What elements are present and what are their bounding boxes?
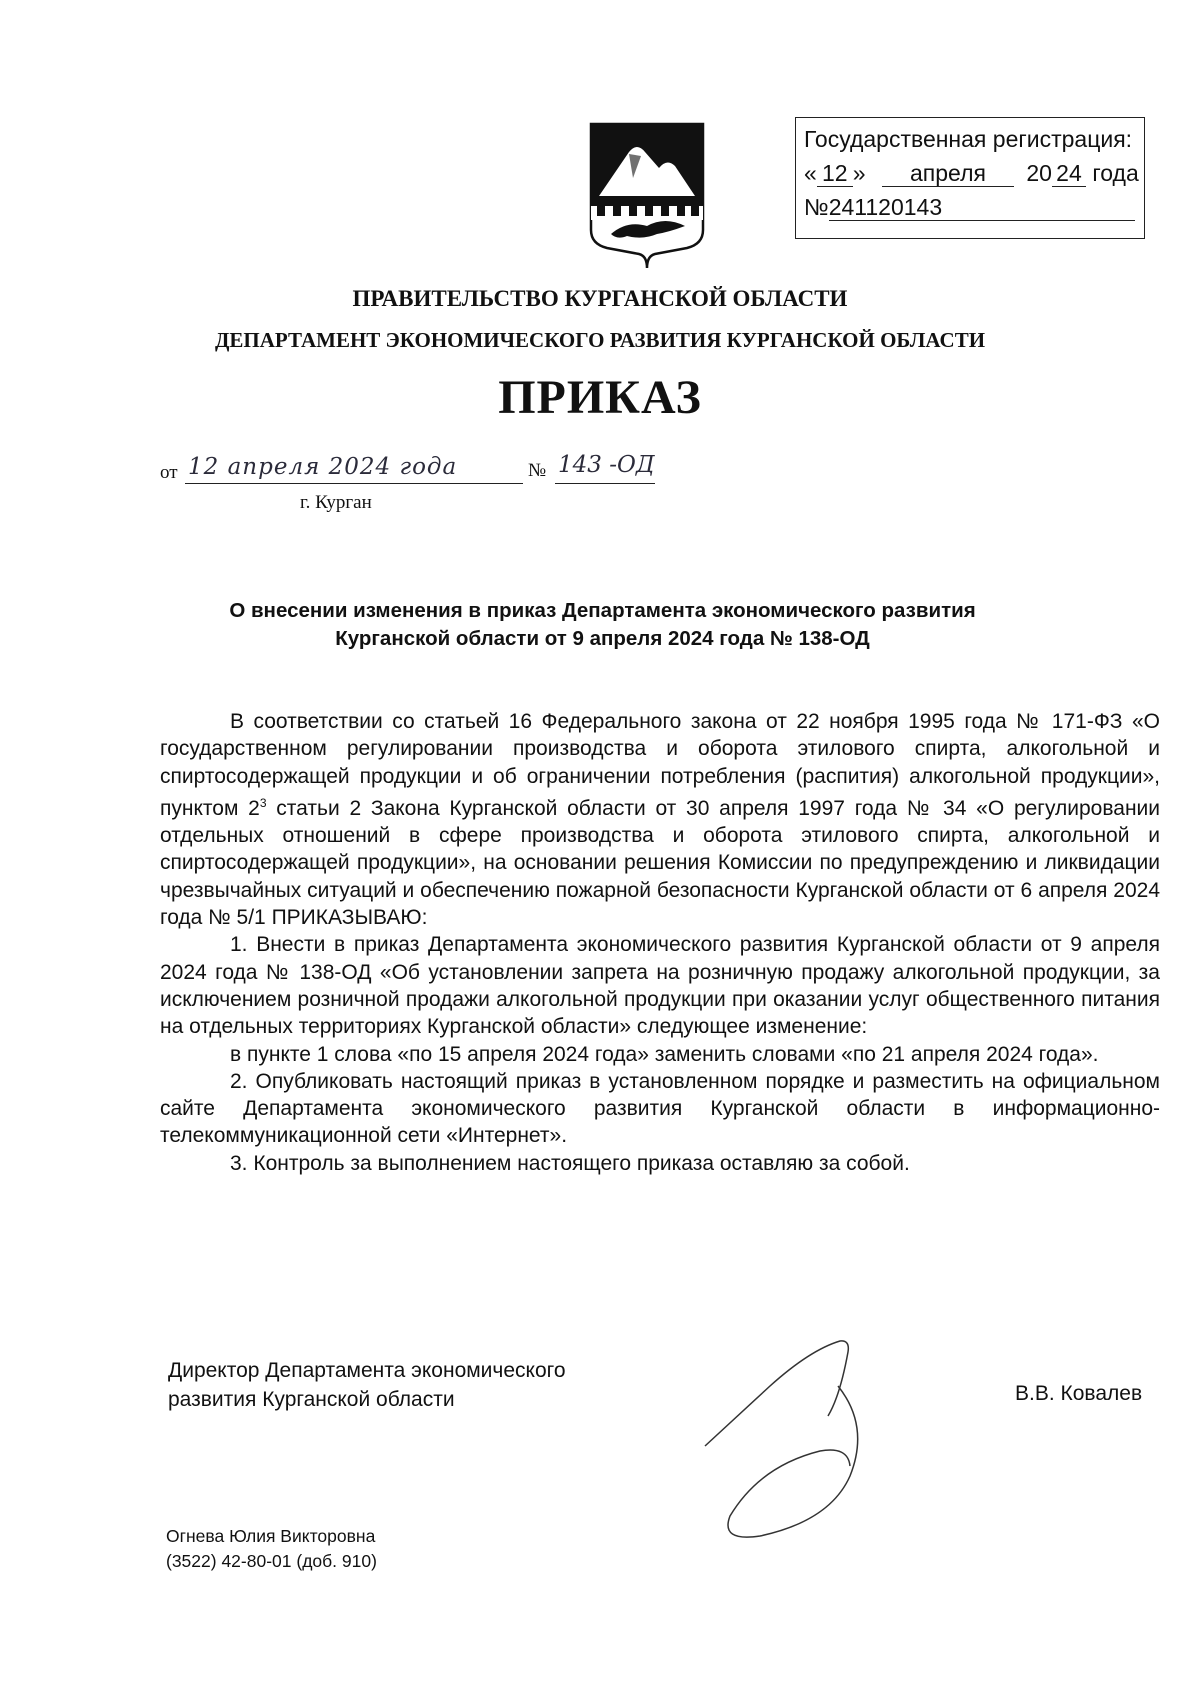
department-name: ДЕПАРТАМЕНТ ЭКОНОМИЧЕСКОГО РАЗВИТИЯ КУРГАНСКОЙ ОБЛАСТИ xyxy=(214,328,986,352)
registration-number-label: № xyxy=(804,194,829,220)
order-number-label: № xyxy=(528,460,547,481)
document-title xyxy=(150,597,1055,653)
open-quote: « xyxy=(804,160,817,186)
registration-month: апреля xyxy=(882,160,1014,187)
number-underline xyxy=(555,483,655,484)
registration-title: Государственная регистрация: xyxy=(804,126,1133,152)
date-underline xyxy=(185,483,523,484)
registration-number-row xyxy=(804,190,1144,224)
item-3-paragraph: 3. Контроль за выполнением настоящего приказа оставляю за собой. xyxy=(230,1151,910,1175)
executor-name: Огнева Юлия Викторовна xyxy=(166,1526,376,1546)
registration-year-suffix: 24 xyxy=(1052,160,1086,187)
title-line-2: Курганской области от 9 апреля 2024 года № 138-ОД xyxy=(335,627,870,650)
state-registration-box xyxy=(795,117,1145,239)
executor-info xyxy=(166,1524,377,1574)
title-line-1: О внесении изменения в приказ Департамента экономического развития xyxy=(229,599,976,622)
superscript: 3 xyxy=(259,795,267,810)
order-date-handwritten: 12 апреля 2024 года xyxy=(188,454,458,480)
signer-position xyxy=(168,1356,566,1414)
close-quote: » xyxy=(852,160,866,186)
executor-phone: (3522) 42-80-01 (доб. 910) xyxy=(166,1551,377,1571)
registration-year-prefix: 20 xyxy=(1026,160,1052,186)
coat-of-arms-icon xyxy=(587,122,707,268)
item-1-change-paragraph: в пункте 1 слова «по 15 апреля 2024 года» заменить словами «по 21 апреля 2024 года». xyxy=(230,1042,1099,1066)
item-2-paragraph: 2. Опубликовать настоящий приказ в установленном порядке и разместить на официальном сайте Департамента экономического развития Курганской области в информационно-телекоммуникационной сети «Интернет». xyxy=(160,1069,1160,1148)
city: г. Курган xyxy=(300,492,372,513)
registration-day: 12 xyxy=(817,160,853,187)
preamble-paragraph: В соответствии со статьей 16 Федерального закона от 22 ноября 1995 года № 171-ФЗ «О государственном регулировании производства и оборота этилового спирта, алкогольной и спиртосодержащей продукции и об ограничении потребления (распития) алкогольной продукции», пунктом $2^3$ статьи 2 Закона Курганской области от 30 апреля 1997 года № 34 «О регулировании отдельных отношений в сфере производства и оборота этилового спирта, алкогольной и спиртосодержащей продукции», на основании решения Комиссии по предупреждению и ликвидации чрезвычайных ситуаций и обеспечению пожарной безопасности Курганской области от 6 апреля 2024 года № 5/1 ПРИКАЗЫВАЮ: xyxy=(160,710,1161,930)
government-name: ПРАВИТЕЛЬСТВО КУРГАНСКОЙ ОБЛАСТИ xyxy=(352,286,848,311)
date-label: от xyxy=(160,462,178,483)
signer-position-line-2: развития Курганской области xyxy=(168,1388,455,1411)
signer-position-line-1: Директор Департамента экономического xyxy=(168,1359,566,1382)
registration-number: 241120143 xyxy=(829,194,1135,221)
registration-date xyxy=(804,156,1144,190)
item-1-paragraph: 1. Внести в приказ Департамента экономического развития Курганской области от 9 апреля 2024 года № 138-ОД «Об установлении запрета на розничную продажу алкогольной продукции, за исключением розничной продажи алкогольной продукции при оказании услуг общественного питания на отдельных территориях Курганской области» следующее изменение: xyxy=(160,933,1160,1039)
document-type: ПРИКАЗ xyxy=(498,371,702,424)
registration-year-word: года xyxy=(1092,160,1139,186)
document-body xyxy=(160,708,1160,1177)
order-number-handwritten: 143 -ОД xyxy=(558,452,655,478)
handwritten-signature-icon xyxy=(700,1336,890,1541)
signer-name: В.В. Ковалев xyxy=(1015,1382,1143,1405)
